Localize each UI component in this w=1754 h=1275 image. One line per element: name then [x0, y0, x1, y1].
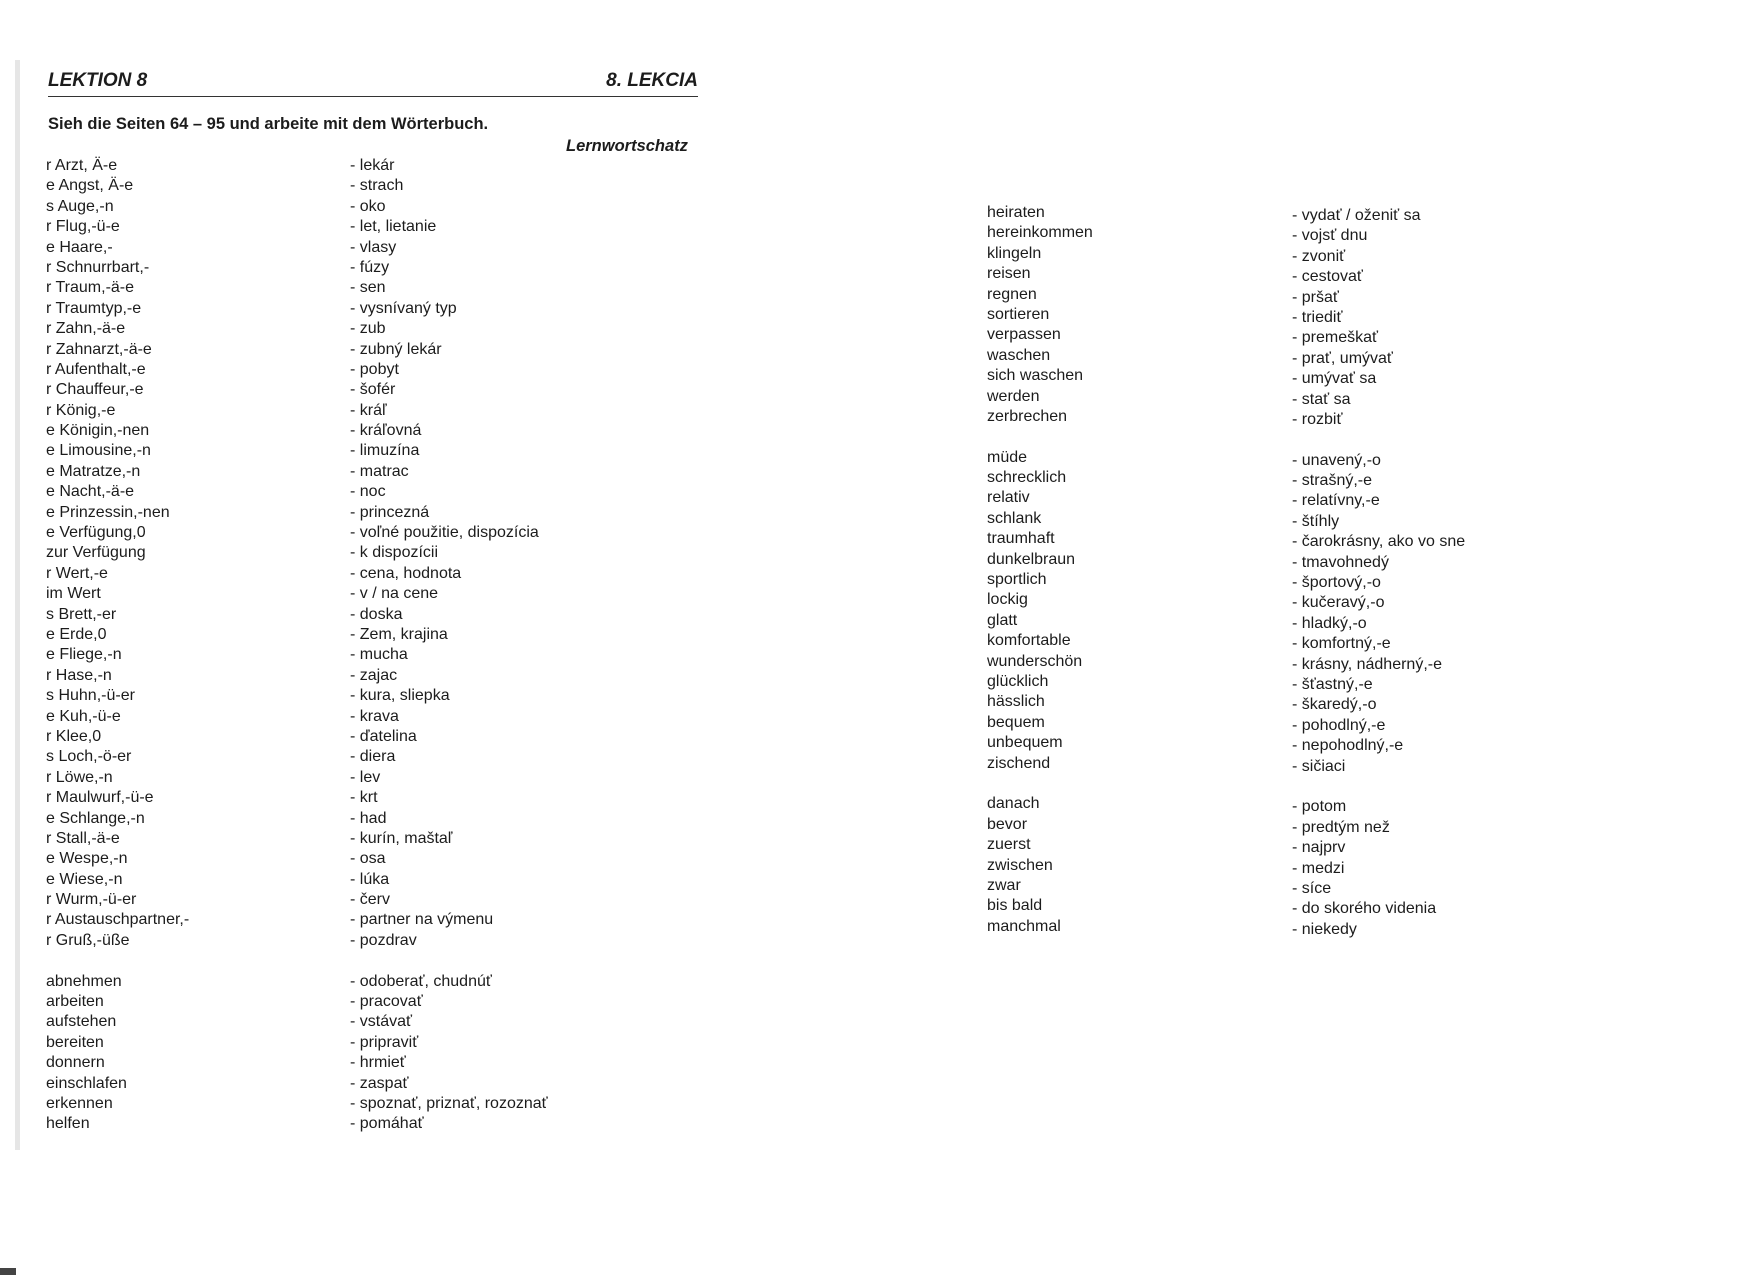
left-slovak-column: [350, 156, 548, 1135]
group-spacer: [987, 427, 1093, 447]
german-word: zerbrechen: [987, 407, 1068, 425]
slovak-translation: - relatívny,-e: [1292, 492, 1380, 510]
german-word: r Maulwurf,-ü-e: [46, 789, 154, 807]
left-german-column: [46, 156, 189, 1135]
german-word: traumhaft: [987, 530, 1055, 548]
german-word: danach: [987, 795, 1040, 813]
slovak-translation: - pršať: [1292, 288, 1339, 306]
german-word: im Wert: [46, 585, 101, 603]
slovak-translation: - ďatelina: [350, 727, 417, 745]
german-word: klingeln: [987, 244, 1042, 262]
slovak-translation: - vojsť dnu: [1292, 227, 1368, 245]
german-word: donnern: [46, 1054, 105, 1072]
german-word: sich waschen: [987, 367, 1084, 385]
german-word: s Brett,-er: [46, 605, 117, 623]
german-word: reisen: [987, 265, 1031, 283]
german-word: r Chauffeur,-e: [46, 381, 144, 399]
german-word: werden: [987, 387, 1040, 405]
slovak-translation: - najprv: [1292, 839, 1346, 857]
german-word: manchmal: [987, 917, 1061, 935]
german-word: s Loch,-ö-er: [46, 748, 132, 766]
german-word: e Verfügung,0: [46, 524, 146, 542]
german-word: e Angst, Ä-e: [46, 177, 134, 195]
slovak-translation: - zajac: [350, 666, 398, 684]
slovak-translation: - lev: [350, 768, 381, 786]
german-word: e Nacht,-ä-e: [46, 483, 135, 501]
slovak-translation: - vlasy: [350, 238, 397, 256]
slovak-translation: - doska: [350, 605, 403, 623]
german-word: relativ: [987, 489, 1030, 507]
slovak-translation: - odoberať, chudnúť: [350, 972, 492, 990]
slovak-translation: - čarokrásny, ako vo sne: [1292, 533, 1466, 551]
right-german-column: [987, 203, 1093, 937]
german-word: unbequem: [987, 734, 1063, 752]
german-word: schrecklich: [987, 469, 1067, 487]
german-word: r Aufenthalt,-e: [46, 360, 146, 378]
slovak-translation: - hrmieť: [350, 1054, 406, 1072]
slovak-translation: - štíhly: [1292, 512, 1340, 530]
slovak-translation: - lekár: [350, 157, 395, 174]
german-word: e Wespe,-n: [46, 850, 128, 868]
german-word: s Auge,-n: [46, 197, 114, 215]
slovak-translation: - triediť: [1292, 308, 1343, 326]
german-word: müde: [987, 448, 1028, 466]
scan-edge: [15, 60, 20, 1150]
german-word: r Hase,-n: [46, 666, 112, 684]
german-word: e Erde,0: [46, 625, 107, 643]
slovak-translation: - let, lietanie: [350, 218, 437, 236]
slovak-translation: - zvoniť: [1292, 247, 1346, 265]
group-spacer: [46, 951, 189, 971]
german-word: lockig: [987, 591, 1028, 609]
german-word: r Zahn,-ä-e: [46, 320, 126, 338]
slovak-translation: - nepohodlný,-e: [1292, 737, 1404, 755]
german-word: zur Verfügung: [46, 544, 146, 562]
slovak-translation: - voľné použitie, dispozícia: [350, 524, 539, 542]
slovak-translation: - sen: [350, 279, 386, 297]
slovak-translation: - kráľovná: [350, 422, 422, 440]
german-word: dunkelbraun: [987, 550, 1076, 568]
slovak-translation: - limuzína: [350, 442, 420, 460]
german-word: e Fliege,-n: [46, 646, 122, 664]
slovak-translation: - premeškať: [1292, 329, 1379, 347]
slovak-translation: - potom: [1292, 798, 1347, 816]
slovak-translation: - cestovať: [1292, 268, 1363, 286]
slovak-translation: - strach: [350, 177, 404, 195]
group-spacer: [1292, 430, 1465, 450]
german-word: komfortable: [987, 632, 1071, 650]
slovak-translation: - spoznať, priznať, rozoznať: [350, 1094, 548, 1112]
german-word: glatt: [987, 611, 1018, 629]
german-word: r Wert,-e: [46, 564, 108, 582]
german-word: wunderschön: [987, 652, 1083, 670]
slovak-translation: - umývať sa: [1292, 370, 1377, 388]
lesson-title-de: LEKTION 8: [48, 70, 148, 91]
page-header: [48, 70, 698, 97]
slovak-translation: - princezná: [350, 503, 430, 521]
slovak-translation: - niekedy: [1292, 920, 1357, 938]
slovak-translation: - športový,-o: [1292, 574, 1381, 592]
slovak-translation: - noc: [350, 483, 386, 501]
slovak-translation: - osa: [350, 850, 386, 868]
slovak-translation: - pripraviť: [350, 1033, 419, 1051]
group-spacer: [987, 774, 1093, 794]
slovak-translation: - cena, hodnota: [350, 564, 462, 582]
slovak-translation: - medzi: [1292, 859, 1345, 877]
slovak-translation: - komfortný,-e: [1292, 635, 1391, 653]
german-word: r Arzt, Ä-e: [46, 157, 118, 174]
german-word: r Flug,-ü-e: [46, 218, 120, 236]
german-word: r Wurm,-ü-er: [46, 891, 137, 909]
german-word: aufstehen: [46, 1013, 117, 1031]
slovak-translation: - pohodlný,-e: [1292, 716, 1386, 734]
slovak-translation: - mucha: [350, 646, 408, 664]
german-word: r Löwe,-n: [46, 768, 113, 786]
vocabulary-subtitle: Lernwortschatz: [566, 137, 688, 155]
slovak-translation: - vydať / oženiť sa: [1292, 207, 1421, 224]
german-word: verpassen: [987, 326, 1061, 344]
german-word: r Stall,-ä-e: [46, 829, 120, 847]
german-word: sportlich: [987, 571, 1047, 589]
slovak-translation: - červ: [350, 891, 390, 909]
slovak-translation: - vysnívaný typ: [350, 299, 457, 317]
slovak-translation: - zub: [350, 320, 386, 338]
german-word: bevor: [987, 815, 1028, 833]
slovak-translation: - oko: [350, 197, 386, 215]
german-word: waschen: [987, 346, 1051, 364]
slovak-translation: - diera: [350, 748, 396, 766]
slovak-translation: - Zem, krajina: [350, 625, 448, 643]
slovak-translation: - rozbiť: [1292, 410, 1343, 428]
instruction-text: Sieh die Seiten 64 – 95 und arbeite mit dem Wörterbuch.: [48, 115, 489, 133]
slovak-translation: - šťastný,-e: [1292, 675, 1373, 693]
german-word: helfen: [46, 1115, 90, 1133]
right-slovak-column: [1292, 206, 1465, 940]
german-word: r Traum,-ä-e: [46, 279, 135, 297]
slovak-translation: - krt: [350, 789, 378, 807]
slovak-translation: - prať, umývať: [1292, 349, 1393, 367]
german-word: r König,-e: [46, 401, 116, 419]
german-word: zuerst: [987, 836, 1031, 854]
slovak-translation: - zubný lekár: [350, 340, 442, 358]
german-word: abnehmen: [46, 972, 122, 990]
slovak-translation: - pracovať: [350, 993, 423, 1011]
german-word: hereinkommen: [987, 224, 1093, 242]
slovak-translation: - unavený,-o: [1292, 451, 1381, 469]
german-word: e Prinzessin,-nen: [46, 503, 170, 521]
slovak-translation: - kučeravý,-o: [1292, 594, 1385, 612]
slovak-translation: - kura, sliepka: [350, 687, 450, 705]
german-word: hässlich: [987, 693, 1045, 711]
slovak-translation: - vstávať: [350, 1013, 413, 1031]
slovak-translation: - k dispozícii: [350, 544, 439, 562]
slovak-translation: - sičiaci: [1292, 757, 1346, 775]
group-spacer: [1292, 777, 1465, 797]
german-word: r Austauschpartner,-: [46, 911, 190, 929]
slovak-translation: - predtým než: [1292, 818, 1390, 836]
slovak-translation: - pobyt: [350, 360, 399, 378]
slovak-translation: - kráľ: [350, 401, 387, 419]
german-word: bequem: [987, 713, 1045, 731]
slovak-translation: - šofér: [350, 381, 396, 399]
german-word: r Traumtyp,-e: [46, 299, 142, 317]
german-word: erkennen: [46, 1094, 113, 1112]
slovak-translation: - matrac: [350, 462, 409, 480]
german-word: r Zahnarzt,-ä-e: [46, 340, 152, 358]
slovak-translation: - krava: [350, 707, 399, 725]
german-word: glücklich: [987, 672, 1049, 690]
german-word: heiraten: [987, 204, 1045, 221]
scan-mark: [0, 1268, 16, 1275]
slovak-translation: - partner na výmenu: [350, 911, 494, 929]
german-word: sortieren: [987, 305, 1050, 323]
german-word: e Königin,-nen: [46, 422, 150, 440]
german-word: e Matratze,-n: [46, 462, 141, 480]
slovak-translation: - kurín, maštaľ: [350, 829, 453, 847]
german-word: r Schnurrbart,-: [46, 258, 150, 276]
slovak-translation: - tmavohnedý: [1292, 553, 1389, 571]
slovak-translation: - lúka: [350, 870, 390, 888]
german-word: e Schlange,-n: [46, 809, 145, 827]
german-word: arbeiten: [46, 993, 104, 1011]
slovak-translation: - fúzy: [350, 258, 390, 276]
slovak-translation: - zaspať: [350, 1074, 409, 1092]
slovak-translation: - v / na cene: [350, 585, 439, 603]
german-word: e Limousine,-n: [46, 442, 151, 460]
german-word: s Huhn,-ü-er: [46, 687, 135, 705]
slovak-translation: - síce: [1292, 879, 1332, 897]
slovak-translation: - hladký,-o: [1292, 614, 1367, 632]
german-word: r Gruß,-üße: [46, 931, 130, 949]
german-word: schlank: [987, 509, 1042, 527]
lesson-title-sk: 8. LEKCIA: [606, 70, 698, 91]
group-spacer: [350, 951, 548, 971]
slovak-translation: - pozdrav: [350, 931, 417, 949]
german-word: bereiten: [46, 1033, 104, 1051]
german-word: r Klee,0: [46, 727, 102, 745]
german-word: e Wiese,-n: [46, 870, 123, 888]
slovak-translation: - had: [350, 809, 387, 827]
german-word: bis bald: [987, 897, 1043, 915]
german-word: zwar: [987, 876, 1021, 894]
slovak-translation: - pomáhať: [350, 1115, 424, 1133]
slovak-translation: - škaredý,-o: [1292, 696, 1377, 714]
slovak-translation: - stať sa: [1292, 390, 1351, 408]
german-word: regnen: [987, 285, 1037, 303]
slovak-translation: - strašný,-e: [1292, 472, 1373, 490]
slovak-translation: - krásny, nádherný,-e: [1292, 655, 1442, 673]
german-word: zischend: [987, 754, 1051, 772]
german-word: einschlafen: [46, 1074, 127, 1092]
german-word: e Kuh,-ü-e: [46, 707, 121, 725]
slovak-translation: - do skorého videnia: [1292, 900, 1437, 918]
german-word: e Haare,-: [46, 238, 113, 256]
german-word: zwischen: [987, 856, 1053, 874]
